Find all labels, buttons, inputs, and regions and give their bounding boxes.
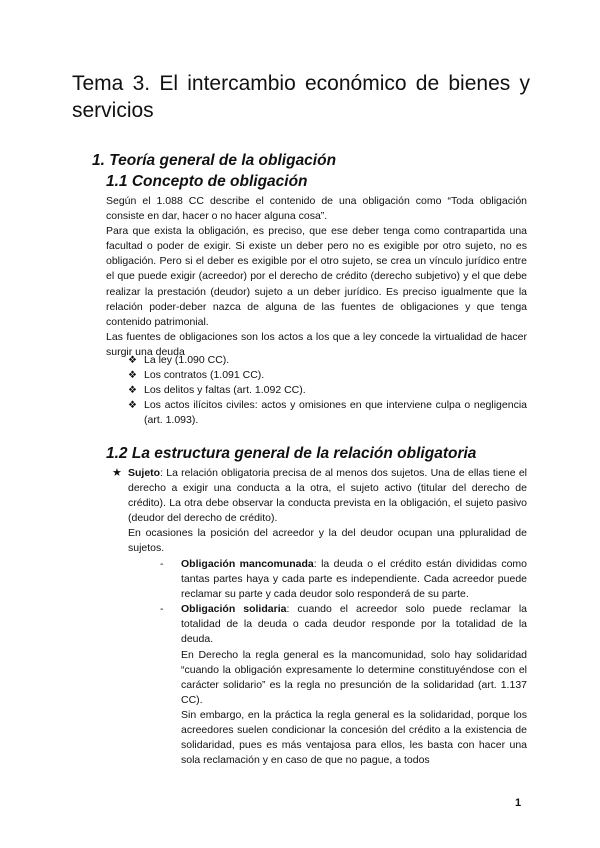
- solidaria-label: Obligación solidaria: [181, 603, 287, 616]
- list-item: ❖ La ley (1.090 CC).: [128, 353, 527, 368]
- solidaria-text: : cuando el acreedor solo puede reclamar la totalidad de la deuda o cada deudor responde por la totalidad de la deuda.: [181, 603, 527, 646]
- list-item: [160, 557, 527, 602]
- star-bullet-icon: ★: [112, 467, 122, 479]
- paragraph-definition: Según el 1.088 CC describe el contenido de una obligación como “Toda obligación consiste en dar, hacer o no hacer alguna cosa”.: [106, 195, 527, 223]
- paragraph-obligation: Para que exista la obligación, es preciso, que ese deber tenga como contrapartida una facultad o poder de exigir. Si existe un deber pero no es exigible por otro sujeto, no es obligación. Pero si el deber es exigible por el otro sujeto, se crea un vínculo jurídico entre el que puede exigir (acreedor) por el derecho de crédito (derecho subjetivo) y el que debe realizar la prestación (deudor) sujeto a un deber jurídico. Es preciso igualmente que la relación poder-deber nazca de alguna de las fuentes de obligaciones y que tenga contenido patrimonial.: [106, 225, 527, 328]
- list-item: [160, 602, 527, 768]
- mancomunada-text: : la deuda o el crédito están divididas como tantas partes haya y cada parte es independiente. Cada acreedor puede reclamar su parte y cada deudor solo responderá de su parte.: [181, 558, 527, 601]
- sujeto-text: : La relación obligatoria precisa de al menos dos sujetos. Una de ellas tiene el derecho a exigir una conducta a la otra, el sujeto activo (titular del derecho de crédito). La otra debe observar la conducta prevista en la obligación, el sujeto pasivo (deudor del derecho de crédito).: [128, 467, 527, 525]
- mancomunada-label: Obligación mancomunada: [181, 558, 314, 570]
- list-item: ❖ Los contratos (1.091 CC).: [128, 368, 527, 383]
- page-number: 1: [515, 797, 522, 809]
- sources-list: [128, 353, 527, 428]
- obligation-types-list: [160, 557, 527, 768]
- section-heading-1: 1. Teoría general de la obligación: [92, 152, 337, 169]
- sujeto-item: [112, 466, 527, 557]
- diamond-bullet-icon: ❖: [128, 355, 137, 366]
- list-item: ❖ Los delitos y faltas (art. 1.092 CC).: [128, 383, 527, 398]
- document-title: Tema 3. El intercambio económico de bienes y servicios: [72, 72, 530, 122]
- section-heading-1-2: 1.2 La estructura general de la relación obligatoria: [106, 445, 477, 462]
- sujeto-text-2: En ocasiones la posición del acreedor y la del deudor ocupan una ppluralidad de sujetos.: [128, 527, 527, 555]
- concept-paragraphs: [106, 194, 527, 360]
- dash-bullet-icon: -: [160, 558, 164, 570]
- dash-bullet-icon: -: [160, 603, 164, 616]
- solidaria-paragraph-2: En Derecho la regla general es la mancomunidad, solo hay solidaridad “cuando la obligación expresamente lo determine constituyéndose con el carácter solidario” es la regla no presunción de la solidaridad (art. 1.137 CC).: [181, 648, 527, 706]
- sujeto-label: Sujeto: [128, 467, 161, 479]
- list-item: ❖ Los actos ilícitos civiles: actos y omisiones en que interviene culpa o negligencia (art. 1.093).: [128, 399, 527, 427]
- section-heading-1-1: 1.1 Concepto de obligación: [106, 173, 308, 190]
- diamond-bullet-icon: ❖: [128, 370, 137, 382]
- diamond-bullet-icon: ❖: [128, 385, 137, 397]
- paragraph-sources: Las fuentes de obligaciones son los actos a los que a ley concede la virtualidad de hacer surgir una deuda: [106, 330, 527, 358]
- diamond-bullet-icon: ❖: [128, 400, 137, 412]
- solidaria-paragraph-3: Sin embargo, en la práctica la regla general es la solidaridad, porque los acreedores suelen condicionar la concesión del crédito a la existencia de solidaridad, pues es más ventajosa para ellos, les basta con hacer una sola reclamación y en caso de que no pague, a todos: [181, 708, 527, 767]
